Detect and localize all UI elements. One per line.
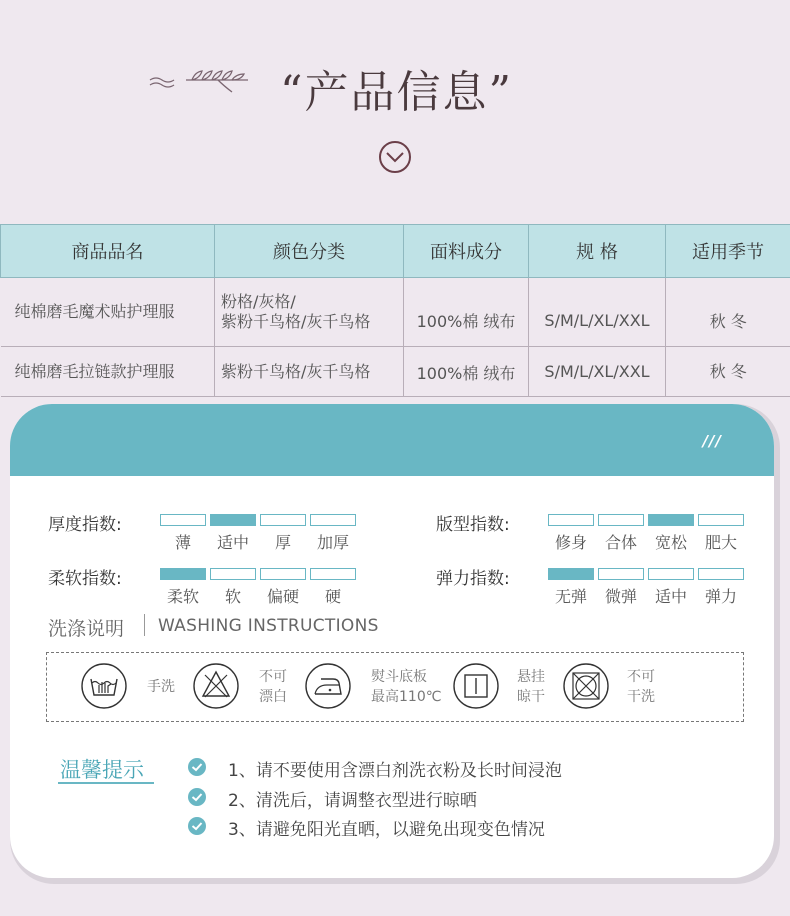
iron-text-1: 熨斗底板 — [371, 669, 427, 685]
softness-level-box — [310, 568, 356, 580]
tip-item: 3、请避免阳光直晒，以避免出现变色情况 — [228, 820, 545, 840]
washing-title-zh: 洗涤说明 — [48, 618, 125, 640]
softness-level-box — [210, 568, 256, 580]
thickness-label: 厚度指数: — [48, 515, 122, 535]
washing-icons-panel — [46, 652, 744, 722]
softness-level-label: 硬 — [324, 587, 341, 606]
title-divider — [144, 614, 145, 636]
elasticity-level-box — [698, 568, 744, 580]
washing-title-en: WASHING INSTRUCTIONS — [158, 616, 379, 636]
no-bleach-text-2: 漂白 — [259, 689, 287, 705]
color-line: 粉格/灰格/ — [221, 292, 296, 311]
hand-wash-icon — [81, 663, 127, 709]
column-header: 面料成分 — [404, 225, 529, 278]
page-title: “产品信息” — [280, 67, 513, 118]
hang-dry-text-2: 晾干 — [517, 689, 545, 705]
iron-icon — [305, 663, 351, 709]
elasticity-label: 弹力指数: — [436, 569, 510, 589]
elasticity-level-label: 无弹 — [554, 587, 587, 606]
tips-title-underline — [58, 782, 154, 784]
hang-dry-text-1: 悬挂 — [517, 669, 545, 685]
no-bleach-text-1: 不可 — [259, 669, 287, 685]
fit-level-box — [548, 514, 594, 526]
size-cell: S/M/L/XL/XXL — [529, 347, 666, 397]
no-tumble-dry-text-2: 干洗 — [627, 689, 655, 705]
column-header: 商品品名 — [1, 225, 215, 278]
check-circle-icon — [188, 758, 206, 776]
header-mark: /// — [702, 432, 722, 450]
fabric-cell: 100%棉 绒布 — [404, 278, 529, 347]
softness-label: 柔软指数: — [48, 569, 122, 589]
tip-item: 1、请不要使用含漂白剂洗衣粉及长时间浸泡 — [228, 761, 562, 781]
color-line: 紫粉千鸟格/灰千鸟格 — [221, 361, 371, 381]
check-circle-icon — [188, 817, 206, 835]
season-cell: 秋 冬 — [666, 278, 790, 347]
elasticity-level-label: 适中 — [654, 587, 687, 606]
column-header: 颜色分类 — [215, 225, 404, 278]
thickness-level-label: 适中 — [216, 533, 249, 552]
size-cell: S/M/L/XL/XXL — [529, 278, 666, 347]
color-line: 紫粉千鸟格/灰千鸟格 — [221, 312, 371, 331]
thickness-level-box — [260, 514, 306, 526]
fit-level-label: 肥大 — [704, 533, 737, 552]
tips-title: 温馨提示 — [60, 758, 144, 782]
elasticity-level-label: 弹力 — [704, 587, 737, 606]
thickness-level-box — [310, 514, 356, 526]
no-bleach-icon — [193, 663, 239, 709]
column-header: 适用季节 — [666, 225, 790, 278]
product-name-cell — [1, 278, 215, 347]
card-header-band — [10, 404, 774, 476]
elasticity-level-label: 微弹 — [604, 587, 637, 606]
table-header-row — [1, 225, 790, 278]
no-tumble-dry-icon — [563, 663, 609, 709]
product-name: 纯棉磨毛魔术贴护理服 — [14, 302, 175, 321]
elasticity-level-box — [598, 568, 644, 580]
iron-text-2: 最高110℃ — [371, 689, 442, 705]
fabric-cell: 100%棉 绒布 — [404, 347, 529, 397]
fit-level-label: 修身 — [554, 533, 587, 552]
fit-level-label: 宽松 — [654, 533, 687, 552]
season-cell: 秋 冬 — [666, 347, 790, 397]
fit-level-box — [648, 514, 694, 526]
product-name: 纯棉磨毛拉链款护理服 — [14, 361, 175, 381]
fit-level-label: 合体 — [604, 533, 637, 552]
thickness-level-label: 薄 — [174, 533, 191, 552]
softness-level-box — [160, 568, 206, 580]
fit-label: 版型指数: — [436, 515, 510, 535]
product-spec-table — [0, 224, 790, 397]
elasticity-level-box — [648, 568, 694, 580]
softness-level-label: 偏硬 — [266, 587, 299, 606]
thickness-level-label: 加厚 — [316, 533, 349, 552]
softness-level-box — [260, 568, 306, 580]
fit-level-box — [698, 514, 744, 526]
elasticity-level-box — [548, 568, 594, 580]
thickness-level-box — [210, 514, 256, 526]
tip-item: 2、清洗后，请调整衣型进行晾晒 — [228, 791, 477, 811]
softness-level-label: 柔软 — [166, 587, 199, 606]
fit-level-box — [598, 514, 644, 526]
thickness-level-label: 厚 — [274, 533, 291, 552]
column-header: 规 格 — [529, 225, 666, 278]
thickness-level-box — [160, 514, 206, 526]
softness-level-label: 软 — [224, 587, 241, 606]
table-row — [1, 347, 790, 397]
check-circle-icon — [188, 788, 206, 806]
table-row — [1, 278, 790, 347]
leaf-branch-icon — [148, 62, 252, 96]
no-tumble-dry-text-1: 不可 — [627, 669, 655, 685]
chevron-down-icon[interactable] — [378, 140, 412, 174]
hang-dry-icon — [453, 663, 499, 709]
product-name-cell — [1, 347, 215, 397]
color-cell — [215, 347, 404, 397]
color-cell — [215, 278, 404, 347]
hand-wash-text: 手洗 — [147, 679, 175, 695]
